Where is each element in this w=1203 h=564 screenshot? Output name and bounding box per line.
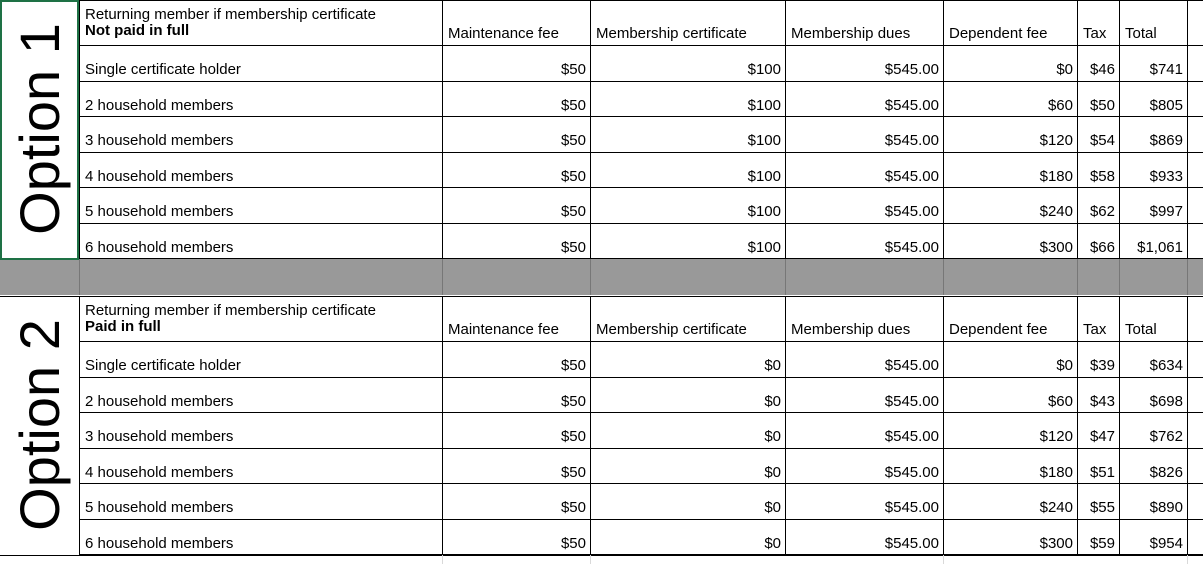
table-cell[interactable]: $741 [1149,61,1183,78]
grid-line [442,0,443,258]
row-label[interactable]: 2 household members [85,393,234,410]
grid-line [79,519,1203,520]
grid-line [0,296,1203,297]
table-cell[interactable]: $59 [1089,535,1115,552]
table-cell[interactable]: $545.00 [884,61,939,78]
table-cell[interactable]: $1,061 [1137,239,1183,256]
column-header[interactable]: Dependent fee [949,321,1048,338]
grid-line [79,223,1203,224]
table-cell[interactable]: $545.00 [884,464,939,481]
table-cell[interactable]: $869 [1149,132,1183,149]
grid-line [442,555,443,564]
grid-line [1077,259,1078,295]
table-cell[interactable]: $100 [747,132,781,149]
table-cell[interactable]: $100 [747,168,781,185]
grid-line [79,259,80,295]
column-header[interactable]: Membership dues [791,25,911,42]
table-cell[interactable]: $50 [560,132,586,149]
grid-line [1119,259,1120,295]
table-cell[interactable]: $933 [1149,168,1183,185]
section-header-sublabel[interactable]: Not paid in full [85,22,190,39]
table-cell[interactable]: $47 [1089,428,1115,445]
table-cell[interactable]: $826 [1149,464,1183,481]
table-cell[interactable]: $0 [1056,357,1073,374]
table-cell[interactable]: $545.00 [884,499,939,516]
row-label[interactable]: Single certificate holder [85,61,241,78]
table-cell[interactable]: $50 [560,203,586,220]
grid-line [1077,0,1078,258]
table-cell[interactable]: $50 [560,239,586,256]
table-cell[interactable]: $120 [1039,428,1073,445]
column-header[interactable]: Dependent fee [949,25,1048,42]
grid-line [1187,555,1188,564]
grid-line [1077,296,1078,554]
column-header[interactable]: Tax [1083,321,1107,338]
table-cell[interactable]: $60 [1047,393,1073,410]
table-cell[interactable]: $100 [747,97,781,114]
column-header[interactable]: Membership certificate [596,321,747,338]
grid-line [785,259,786,295]
table-cell[interactable]: $58 [1089,168,1115,185]
table-cell[interactable]: $545.00 [884,97,939,114]
table-cell[interactable]: $50 [1089,97,1115,114]
table-cell[interactable]: $50 [560,393,586,410]
table-cell[interactable]: $180 [1039,168,1073,185]
table-cell[interactable]: $54 [1089,132,1115,149]
table-cell[interactable]: $50 [560,168,586,185]
section-header-sublabel[interactable]: Paid in full [85,318,161,335]
grid-line [590,0,591,258]
column-header[interactable]: Total [1125,25,1157,42]
column-header[interactable]: Maintenance fee [448,25,559,42]
grid-line [1187,296,1188,554]
table-cell[interactable]: $0 [764,357,781,374]
row-label[interactable]: 3 household members [85,428,234,445]
grid-line [1119,296,1120,554]
table-cell[interactable]: $0 [764,428,781,445]
row-label[interactable]: 5 household members [85,203,234,220]
table-cell[interactable]: $545.00 [884,239,939,256]
grid-line [79,412,1203,413]
column-header[interactable]: Membership certificate [596,25,747,42]
table-cell[interactable]: $50 [560,428,586,445]
column-header[interactable]: Total [1125,321,1157,338]
grid-line [79,341,1203,342]
table-cell[interactable]: $55 [1089,499,1115,516]
grid-line [0,555,1203,556]
table-cell[interactable]: $180 [1039,464,1073,481]
grid-line [79,448,1203,449]
table-cell[interactable]: $0 [764,535,781,552]
table-cell[interactable]: $46 [1089,61,1115,78]
option-label[interactable]: Option 2 [7,319,71,531]
table-cell[interactable]: $0 [764,464,781,481]
grid-line [943,296,944,554]
table-cell[interactable]: $39 [1089,357,1115,374]
table-cell[interactable]: $634 [1149,357,1183,374]
grid-line [79,483,1203,484]
grid-line [79,296,80,554]
grid-line [0,0,1203,1]
grid-line [590,555,591,564]
column-header[interactable]: Maintenance fee [448,321,559,338]
grid-line [1119,0,1120,258]
table-cell[interactable]: $50 [560,535,586,552]
table-cell[interactable]: $100 [747,239,781,256]
table-cell[interactable]: $545.00 [884,535,939,552]
separator-row[interactable] [0,259,1203,295]
row-label[interactable]: Single certificate holder [85,357,241,374]
table-cell[interactable]: $100 [747,203,781,220]
row-label[interactable]: 5 household members [85,499,234,516]
table-cell[interactable]: $62 [1089,203,1115,220]
table-cell[interactable]: $240 [1039,499,1073,516]
grid-line [79,81,1203,82]
table-cell[interactable]: $50 [560,61,586,78]
grid-line [79,45,1203,46]
grid-line [79,187,1203,188]
grid-line [442,296,443,554]
table-cell[interactable]: $545.00 [884,428,939,445]
table-cell[interactable]: $240 [1039,203,1073,220]
grid-line [79,258,1203,259]
grid-line [943,0,944,258]
table-cell[interactable]: $66 [1089,239,1115,256]
table-cell[interactable]: $300 [1039,239,1073,256]
grid-line [1187,0,1188,258]
table-cell[interactable]: $50 [560,499,586,516]
row-label[interactable]: 3 household members [85,132,234,149]
row-label[interactable]: 4 household members [85,464,234,481]
grid-line [79,0,80,258]
grid-line [590,296,591,554]
row-label[interactable]: 4 household members [85,168,234,185]
table-cell[interactable]: $50 [560,97,586,114]
table-cell[interactable]: $50 [560,464,586,481]
column-header[interactable]: Membership dues [791,321,911,338]
grid-line [943,555,944,564]
table-cell[interactable]: $100 [747,61,781,78]
table-cell[interactable]: $300 [1039,535,1073,552]
table-cell[interactable]: $51 [1089,464,1115,481]
row-label[interactable]: 2 household members [85,97,234,114]
column-header[interactable]: Tax [1083,25,1107,42]
grid-line [442,259,443,295]
table-cell[interactable]: $805 [1149,97,1183,114]
table-cell[interactable]: $698 [1149,393,1183,410]
table-cell[interactable]: $0 [1056,61,1073,78]
grid-line [943,259,944,295]
table-cell[interactable]: $0 [764,499,781,516]
table-cell[interactable]: $545.00 [884,357,939,374]
section-header-label[interactable]: Returning member if membership certificate [85,6,376,23]
table-cell[interactable]: $50 [560,357,586,374]
table-cell[interactable]: $0 [764,393,781,410]
table-cell[interactable]: $890 [1149,499,1183,516]
row-label[interactable]: 6 household members [85,239,234,256]
grid-line [79,377,1203,378]
grid-line [79,152,1203,153]
grid-line [590,259,591,295]
table-cell[interactable]: $60 [1047,97,1073,114]
table-cell[interactable]: $120 [1039,132,1073,149]
table-cell[interactable]: $545.00 [884,168,939,185]
grid-line [785,296,786,554]
grid-line [79,116,1203,117]
row-label[interactable]: 6 household members [85,535,234,552]
grid-line [1187,259,1188,295]
table-cell[interactable]: $545.00 [884,132,939,149]
table-cell[interactable]: $545.00 [884,393,939,410]
section-header-label[interactable]: Returning member if membership certificate [85,302,376,319]
table-cell[interactable]: $954 [1149,535,1183,552]
table-cell[interactable]: $545.00 [884,203,939,220]
table-cell[interactable]: $762 [1149,428,1183,445]
table-cell[interactable]: $997 [1149,203,1183,220]
grid-line [785,0,786,258]
table-cell[interactable]: $43 [1089,393,1115,410]
selected-cell-outline [0,0,79,260]
option-label[interactable]: Option 1 [7,23,71,235]
